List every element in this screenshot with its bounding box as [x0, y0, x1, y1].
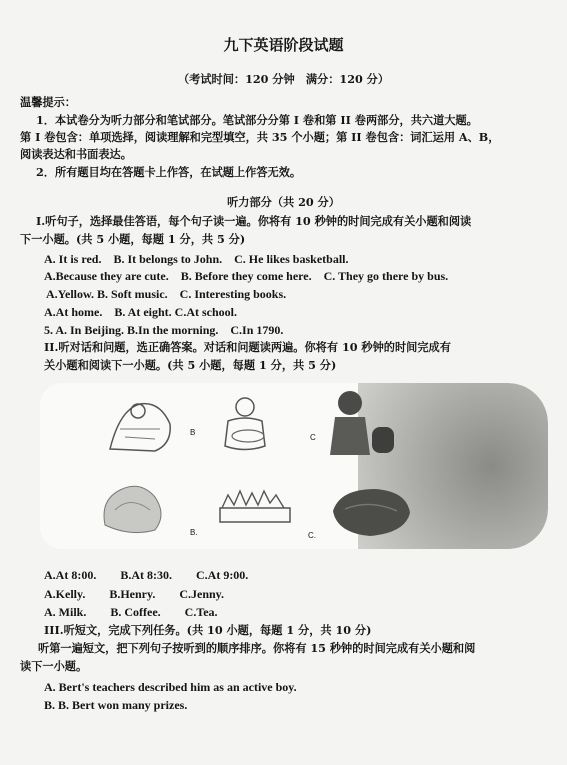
- picture-label-6b: B: [190, 428, 196, 437]
- picture-6a-icon: [100, 389, 180, 459]
- notice-item2: 2．所有题目均在答题卡上作答，在试题上作答无效。: [36, 165, 302, 179]
- part3-instruction-line2: 读下一小题。: [20, 659, 88, 673]
- sentence-b: B. B. Bert won many prizes.: [44, 698, 188, 712]
- question-9-options: A.Kelly. B.Henry. C.Jenny.: [44, 587, 225, 601]
- notice-item1-line2: 第 I 卷包含：单项选择，阅读理解和完型填空，共 35 个小题；第 II 卷包含：词汇运用 A、B，: [20, 130, 500, 144]
- picture-label-7c: C.: [308, 531, 316, 540]
- part3-heading: III.听短文，完成下列任务。(共 10 小题，每题 1 分，共 10 分): [44, 623, 372, 637]
- picture-label-7b: B.: [190, 528, 198, 537]
- page-title: 九下英语阶段试题: [223, 36, 344, 54]
- sentence-a: A. Bert's teachers described him as an active boy.: [44, 680, 297, 694]
- question-2-options: A.Because they are cute. B. Before they come here. C. They go there by bus.: [44, 269, 449, 283]
- part2-instruction-line2: 关小题和阅读下一小题。(共 5 小题，每题 1 分，共 5 分): [44, 358, 337, 372]
- picture-panel: [40, 383, 548, 549]
- picture-7b-icon: [210, 483, 300, 533]
- question-5-options: 5. A. In Beijing. B.In the morning. C.In 1790.: [44, 323, 284, 337]
- question-1-options: A. It is red. B. It belongs to John. C. He likes basketball.: [44, 252, 349, 266]
- part1-instruction-line2: 下一小题。(共 5 小题，每题 1 分，共 5 分): [20, 232, 246, 246]
- part3-instruction-line1: 听第一遍短文，把下列句子按听到的顺序排序。你将有 15 秒钟的时间完成有关小题和阅: [38, 641, 476, 655]
- question-4-options: A.At home. B. At eight. C.At school.: [44, 305, 237, 319]
- part2-instruction-line1: II.听对话和问题，选正确答案。对话和问题读两遍。你将有 10 秒钟的时间完成有: [44, 340, 451, 354]
- picture-6c-icon: [320, 385, 400, 460]
- picture-7c-icon: [325, 481, 415, 539]
- picture-label-6c: C: [310, 433, 316, 442]
- notice-heading: 温馨提示：: [20, 95, 76, 109]
- question-10-options: A. Milk. B. Coffee. C.Tea.: [44, 605, 218, 619]
- notice-item1-line1: 1．本试卷分为听力部分和笔试部分。笔试部分分第 I 卷和第 II 卷两部分，共六道大题。: [36, 113, 478, 127]
- notice-item1-line3: 阅读表达和书面表达。: [20, 147, 132, 161]
- question-8-options: A.At 8:00. B.At 8:30. C.At 9:00.: [44, 568, 249, 582]
- exam-info: （考试时间：120 分钟 满分：120 分）: [177, 72, 390, 86]
- listening-heading: 听力部分（共 20 分）: [227, 195, 340, 209]
- picture-7a-icon: [95, 475, 170, 537]
- picture-6b-icon: [210, 391, 280, 461]
- part1-instruction-line1: I.听句子，选择最佳答语，每个句子读一遍。你将有 10 秒钟的时间完成有关小题和阅读: [36, 214, 472, 228]
- question-3-options: A.Yellow. B. Soft music. C. Interesting books.: [46, 287, 287, 301]
